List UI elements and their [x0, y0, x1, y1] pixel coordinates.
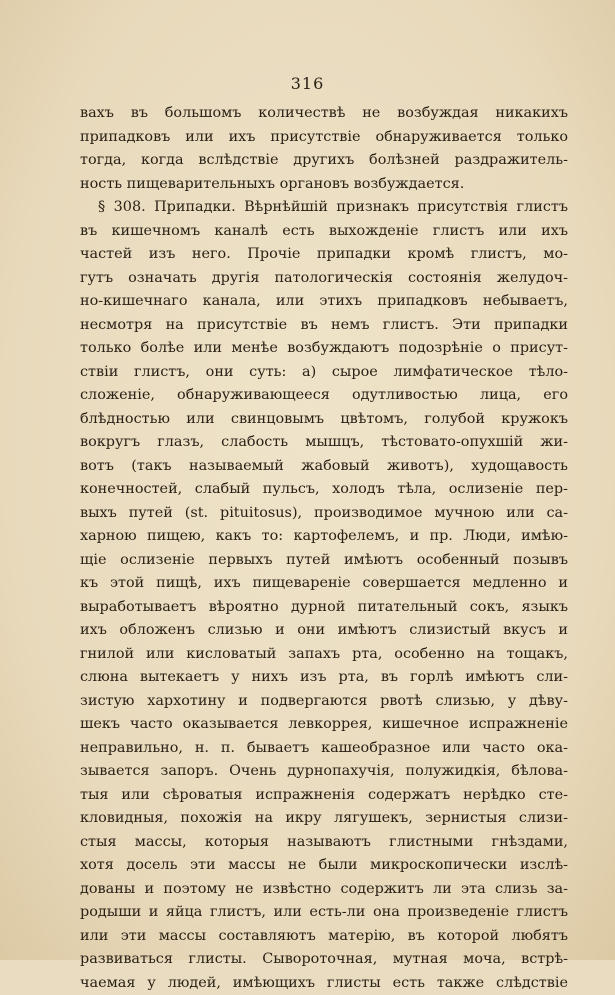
text-line: развиваться глисты. Сывороточная, мутная моча, встрѣ-: [80, 948, 568, 972]
text-line: щіе ослизеніе первыхъ путей имѣютъ особенный позывъ: [80, 549, 568, 573]
text-line: чаемая у людей, имѣющихъ глисты есть также слѣдствіе: [80, 972, 568, 995]
text-line: или эти массы составляютъ матерію, въ которой любятъ: [80, 925, 568, 949]
text-line: § 308. Припадки. Вѣрнѣйшій признакъ присутствія глистъ: [80, 196, 568, 220]
text-line: вахъ въ большомъ количествѣ не возбуждая никакихъ: [80, 102, 568, 126]
text-line: тыя или сѣроватыя испражненія содержатъ нерѣдко сте-: [80, 784, 568, 808]
text-line: вокругъ глазъ, слабость мышцъ, тѣстовато-опухшій жи-: [80, 431, 568, 455]
text-line: только болѣе или менѣе возбуждаютъ подозрѣніе о присут-: [80, 337, 568, 361]
text-line: частей изъ него. Прочіе припадки кромѣ глистъ, мо-: [80, 243, 568, 267]
text-line: зывается запоръ. Очень дурнопахучія, полужидкія, бѣлова-: [80, 760, 568, 784]
text-line: въ кишечномъ каналѣ есть выхожденіе глистъ или ихъ: [80, 220, 568, 244]
text-line: сложеніе, обнаруживающееся одутливостью лица, его: [80, 384, 568, 408]
text-line: харною пищею, какъ то: картофелемъ, и пр. Люди, имѣю-: [80, 525, 568, 549]
text-line: припадковъ или ихъ присутствіе обнаруживается только: [80, 126, 568, 150]
text-line: вотъ (такъ называемый жабовый животъ), худощавость: [80, 455, 568, 479]
text-line: къ этой пищѣ, ихъ пищевареніе совершается медленно и: [80, 572, 568, 596]
page-number: 316: [0, 74, 615, 93]
text-line: выхъ путей (st. pituitosus), производимое мучною или са-: [80, 502, 568, 526]
text-line: дованы и поэтому не извѣстно содержитъ ли эта слизь за-: [80, 878, 568, 902]
text-line: слюна вытекаетъ у нихъ изъ рта, въ горлѣ имѣютъ сли-: [80, 666, 568, 690]
text-line: неправильно, н. п. бываетъ кашеобразное или часто ока-: [80, 737, 568, 761]
text-line: тогда, когда вслѣдствіе другихъ болѣзней раздражитель-: [80, 149, 568, 173]
body-text: [80, 102, 568, 995]
text-line: выработываетъ вѣроятно дурной питательный сокъ, языкъ: [80, 596, 568, 620]
text-line: хотя досель эти массы не были микроскопически изслѣ-: [80, 854, 568, 878]
text-line: но-кишечнаго канала, или этихъ припадковъ небываетъ,: [80, 290, 568, 314]
text-line: кловидныя, похожія на икру лягушекъ, зернистыя слизи-: [80, 807, 568, 831]
text-line: гутъ означать другія патологическія состоянія желудоч-: [80, 267, 568, 291]
text-line: ихъ обложенъ слизью и они имѣютъ слизистый вкусъ и: [80, 619, 568, 643]
text-line: зистую хархотину и подвергаются рвотѣ слизью, у дѣву-: [80, 690, 568, 714]
text-line: шекъ часто оказывается левкоррея, кишечное испражненіе: [80, 713, 568, 737]
text-line: блѣдностью или свинцовымъ цвѣтомъ, голубой кружокъ: [80, 408, 568, 432]
text-line: родыши и яйца глистъ, или есть-ли она произведеніе глистъ: [80, 901, 568, 925]
text-line: конечностей, слабый пульсъ, холодъ тѣла, ослизеніе пер-: [80, 478, 568, 502]
text-line: гнилой или кисловатый запахъ рта, особенно на тощакъ,: [80, 643, 568, 667]
text-line: ствіи глистъ, они суть: а) сырое лимфатическое тѣло-: [80, 361, 568, 385]
text-line: ность пищеварительныхъ органовъ возбуждается.: [80, 173, 568, 197]
text-line: несмотря на присутствіе въ немъ глистъ. Эти припадки: [80, 314, 568, 338]
text-line: стыя массы, которыя называютъ глистными гнѣздами,: [80, 831, 568, 855]
